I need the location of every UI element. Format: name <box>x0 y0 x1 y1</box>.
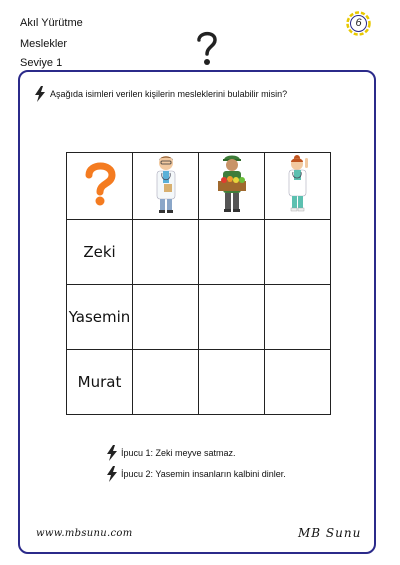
hint-text: İpucu 2: Yasemin insanların kalbini dinler. <box>121 469 286 479</box>
profession-greengrocer-cell <box>199 153 265 220</box>
person-name: Yasemin <box>67 285 133 350</box>
grid-row <box>67 285 331 350</box>
hint-2 <box>106 466 286 482</box>
answer-cell[interactable] <box>133 220 199 285</box>
website-link[interactable]: www.mbsunu.com <box>36 528 133 539</box>
lightning-bolt-icon <box>106 445 118 461</box>
answer-cell[interactable] <box>199 350 265 415</box>
page-number: 6 <box>355 17 362 29</box>
instruction <box>34 86 287 102</box>
person-name: Murat <box>67 350 133 415</box>
hint-1 <box>106 445 236 461</box>
lightning-bolt-icon <box>106 466 118 482</box>
worksheet-title: Akıl Yürütme <box>20 17 83 29</box>
instruction-text: Aşağıda isimleri verilen kişilerin mesleklerini bulabilir misin? <box>50 89 288 99</box>
logic-grid <box>66 152 331 415</box>
answer-cell[interactable] <box>199 220 265 285</box>
answer-cell[interactable] <box>133 285 199 350</box>
answer-cell[interactable] <box>133 350 199 415</box>
page-number-badge <box>346 11 371 36</box>
question-mark-icon <box>83 162 117 206</box>
decorative-question-mark-icon <box>194 29 220 69</box>
answer-cell[interactable] <box>265 350 331 415</box>
brand-logo: MB Sunu <box>298 526 362 540</box>
profession-doctor-cell <box>133 153 199 220</box>
hint-text: İpucu 1: Zeki meyve satmaz. <box>121 448 236 458</box>
greengrocer-icon <box>215 154 249 214</box>
nurse-icon <box>283 154 313 214</box>
grid-row <box>67 220 331 285</box>
grid-row <box>67 350 331 415</box>
worksheet-subject: Meslekler <box>20 38 68 50</box>
grid-corner-cell <box>67 153 133 220</box>
answer-cell[interactable] <box>199 285 265 350</box>
profession-nurse-cell <box>265 153 331 220</box>
person-name: Zeki <box>67 220 133 285</box>
doctor-icon <box>151 154 181 214</box>
worksheet-level: Seviye 1 <box>20 57 63 69</box>
answer-cell[interactable] <box>265 285 331 350</box>
lightning-bolt-icon <box>34 86 46 102</box>
answer-cell[interactable] <box>265 220 331 285</box>
